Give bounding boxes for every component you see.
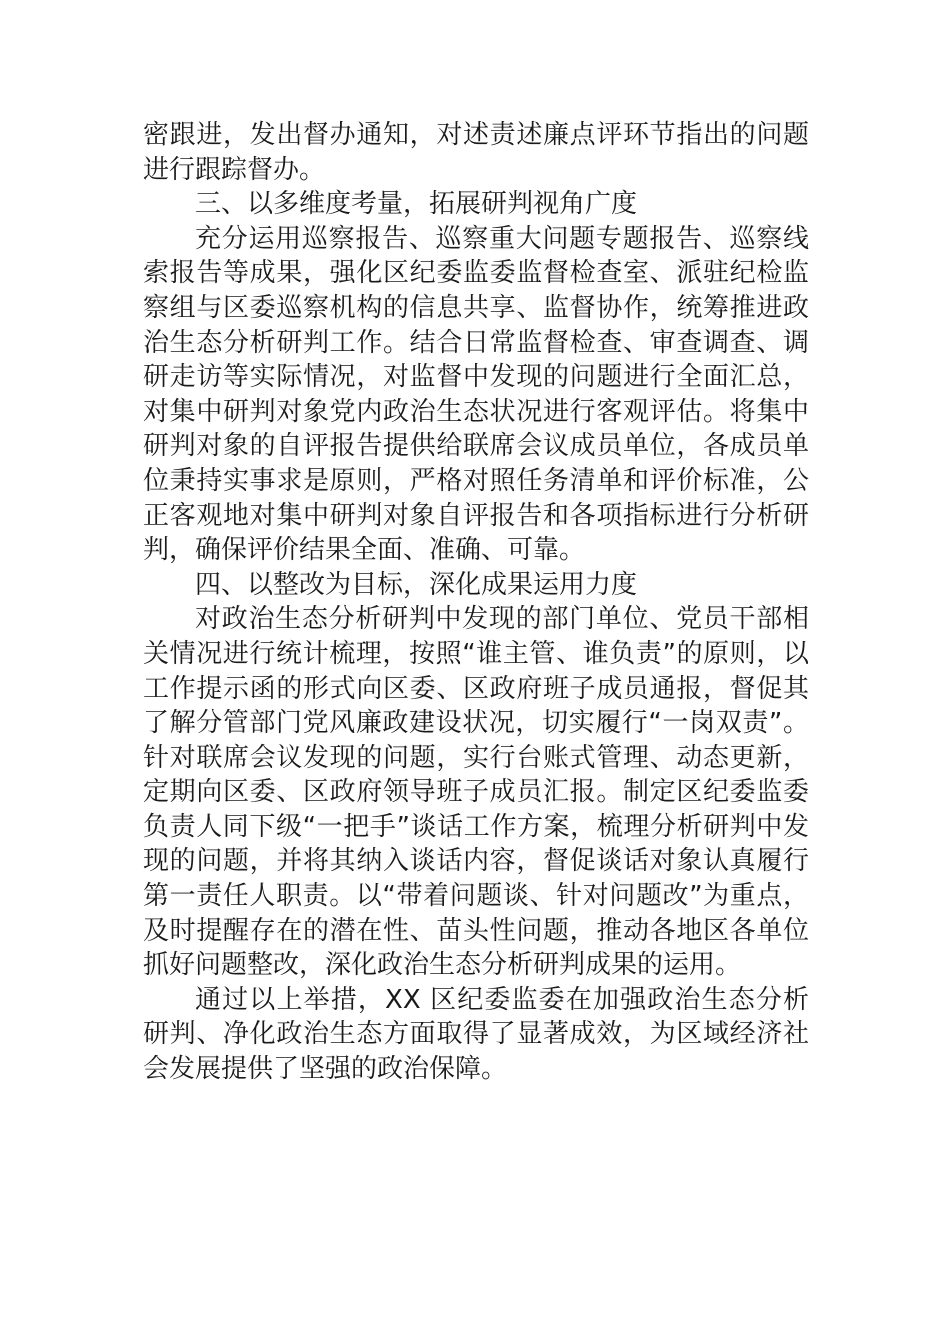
body-paragraph-section-four: 对政治生态分析研判中发现的部门单位、党员干部相关情况进行统计梳理，按照“谁主管、谁负责”的原则，以工作提示函的形式向区委、区政府班子成员通报，督促其了解分管部门党风廉政建设状况，切实履行“一岗双责”。针对联席会议发现的问题，实行台账式管理、动态更新，定期向区委、区政府领导班子成员汇报。制定区纪委监委负责人同下级“一把手”谈话工作方案，梳理分析研判中发现的问题，并将其纳入谈话内容，督促谈话对象认真履行第一责任人职责。以“带着问题谈、针对问题改”为重点，及时提醒存在的潜在性、苗头性问题，推动各地区各单位抓好问题整改，深化政治生态分析研判成果的运用。 <box>143 604 809 981</box>
section-heading-four: 四、以整改为目标，深化成果运用力度 <box>195 569 638 600</box>
document-body <box>143 118 809 1087</box>
section-heading-three: 三、以多维度考量，拓展研判视角广度 <box>195 189 638 220</box>
continuation-paragraph: 密跟进，发出督办通知，对述责述廉点评环节指出的问题进行跟踪督办。 <box>143 120 809 185</box>
conclusion-paragraph: 通过以上举措，XX 区纪委监委在加强政治生态分析研判、净化政治生态方面取得了显著成效，为区域经济社会发展提供了坚强的政治保障。 <box>143 984 809 1085</box>
body-paragraph-section-three: 充分运用巡察报告、巡察重大问题专题报告、巡察线索报告等成果，强化区纪委监委监督检查室、派驻纪检监察组与区委巡察机构的信息共享、监督协作，统筹推进政治生态分析研判工作。结合日常监督检查、审查调查、调研走访等实际情况，对监督中发现的问题进行全面汇总，对集中研判对象党内政治生态状况进行客观评估。将集中研判对象的自评报告提供给联席会议成员单位，各成员单位秉持实事求是原则，严格对照任务清单和评价标准，公正客观地对集中研判对象自评报告和各项指标进行分析研判，确保评价结果全面、准确、可靠。 <box>143 223 809 566</box>
